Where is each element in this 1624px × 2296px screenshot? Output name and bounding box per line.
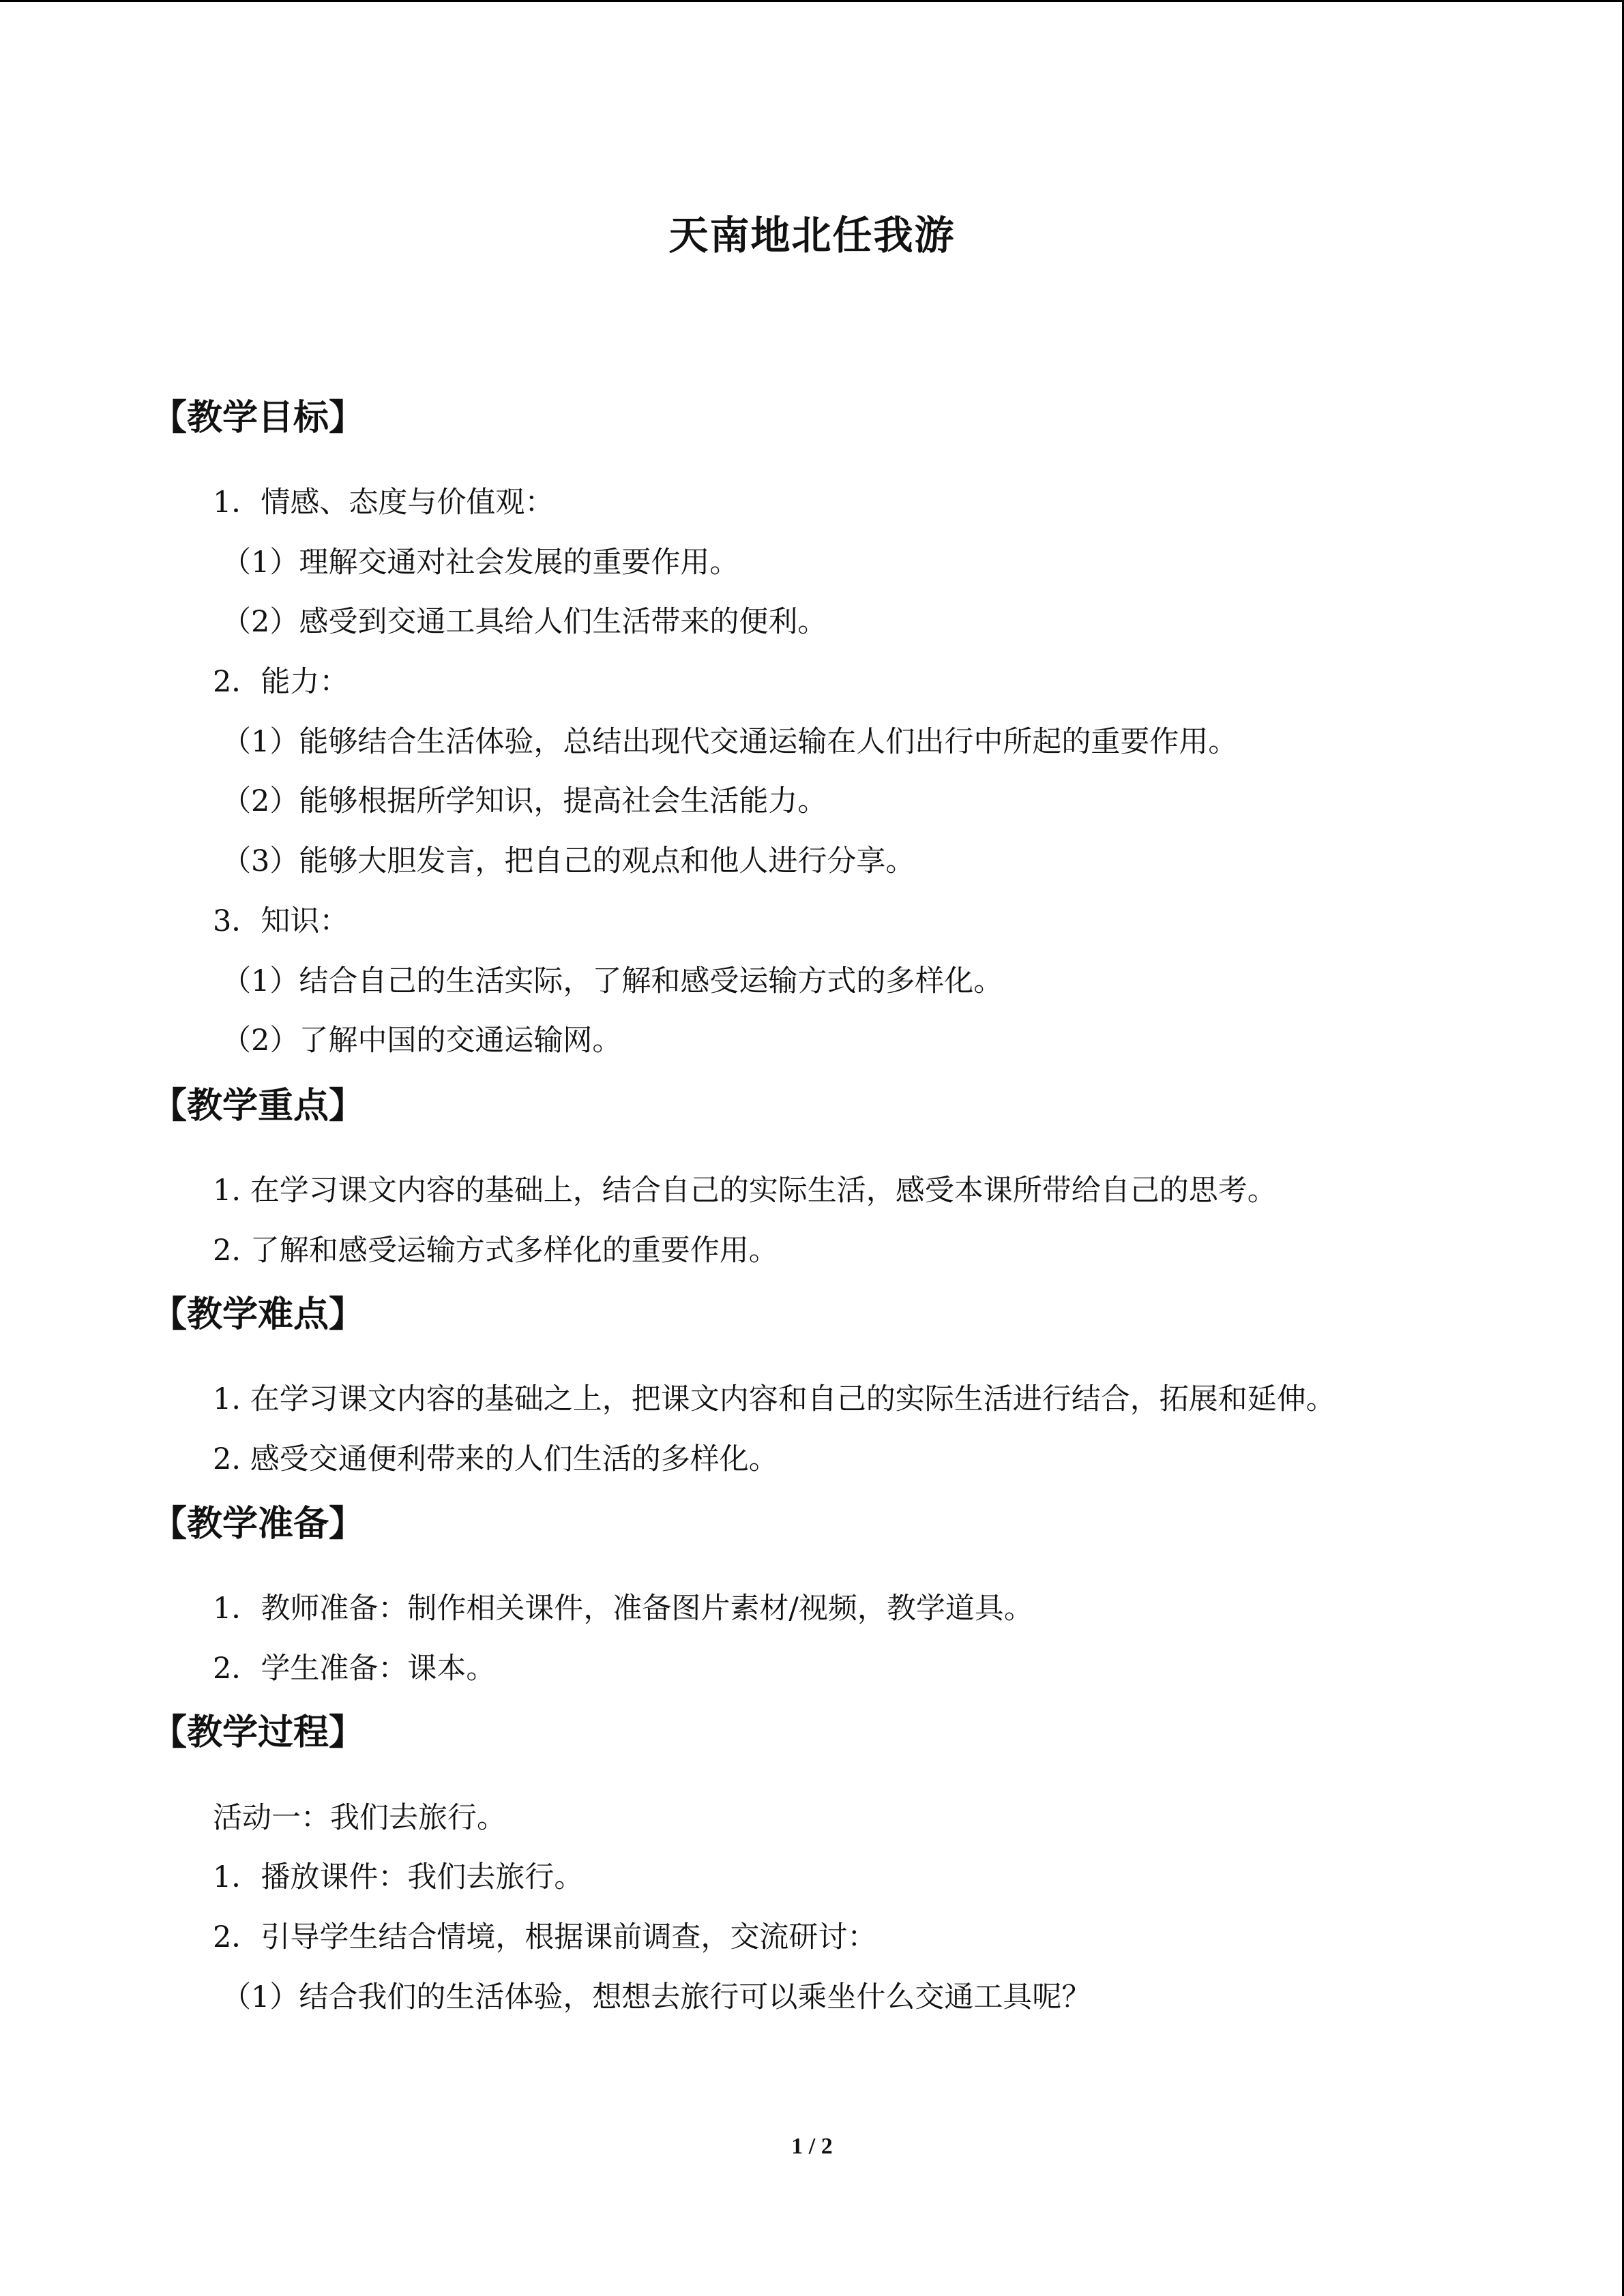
key-points-line-1: 1. 在学习课文内容的基础上，结合自己的实际生活，感受本课所带给自己的思考。 (213, 1174, 1277, 1208)
goals-line-6: （2）能够根据所学知识，提高社会生活能力。 (222, 784, 827, 818)
goals-line-8: 3．知识： (213, 904, 349, 938)
process-line-3: 2．引导学生结合情境，根据课前调查，交流研讨： (213, 1920, 877, 1954)
goals-line-4: 2．能力： (213, 665, 349, 699)
process-line-2: 1．播放课件：我们去旅行。 (213, 1860, 584, 1894)
goals-line-1: 1．情感、态度与价值观： (213, 486, 555, 520)
page-number: 1 / 2 (791, 2134, 833, 2159)
preparation-line-1: 1．教师准备：制作相关课件，准备图片素材/视频，教学道具。 (213, 1592, 1033, 1626)
preparation-line-2: 2．学生准备：课本。 (213, 1652, 496, 1686)
goals-line-5: （1）能够结合生活体验，总结出现代交通运输在人们出行中所起的重要作用。 (222, 725, 1238, 759)
goals-line-10: （2）了解中国的交通运输网。 (222, 1024, 622, 1058)
section-heading-difficulties: 【教学难点】 (151, 1294, 365, 1335)
document-title: 天南地北任我游 (668, 212, 956, 258)
section-heading-preparation: 【教学准备】 (151, 1504, 365, 1545)
difficulties-line-2: 2. 感受交通便利带来的人们生活的多样化。 (213, 1442, 778, 1476)
section-heading-process: 【教学过程】 (151, 1712, 365, 1753)
goals-line-7: （3）能够大胆发言，把自己的观点和他人进行分享。 (222, 844, 915, 878)
process-line-1: 活动一：我们去旅行。 (213, 1801, 506, 1835)
section-heading-key-points: 【教学重点】 (151, 1086, 365, 1127)
goals-line-9: （1）结合自己的生活实际，了解和感受运输方式的多样化。 (222, 964, 1003, 998)
section-heading-goals: 【教学目标】 (151, 398, 365, 438)
page-border-top (0, 0, 1624, 2)
difficulties-line-1: 1. 在学习课文内容的基础之上，把课文内容和自己的实际生活进行结合，拓展和延伸。 (213, 1382, 1335, 1416)
key-points-line-2: 2. 了解和感受运输方式多样化的重要作用。 (213, 1234, 778, 1268)
goals-line-3: （2）感受到交通工具给人们生活带来的便利。 (222, 605, 827, 639)
process-line-4: （1）结合我们的生活体验，想想去旅行可以乘坐什么交通工具呢？ (222, 1980, 1091, 2014)
goals-line-2: （1）理解交通对社会发展的重要作用。 (222, 546, 739, 580)
